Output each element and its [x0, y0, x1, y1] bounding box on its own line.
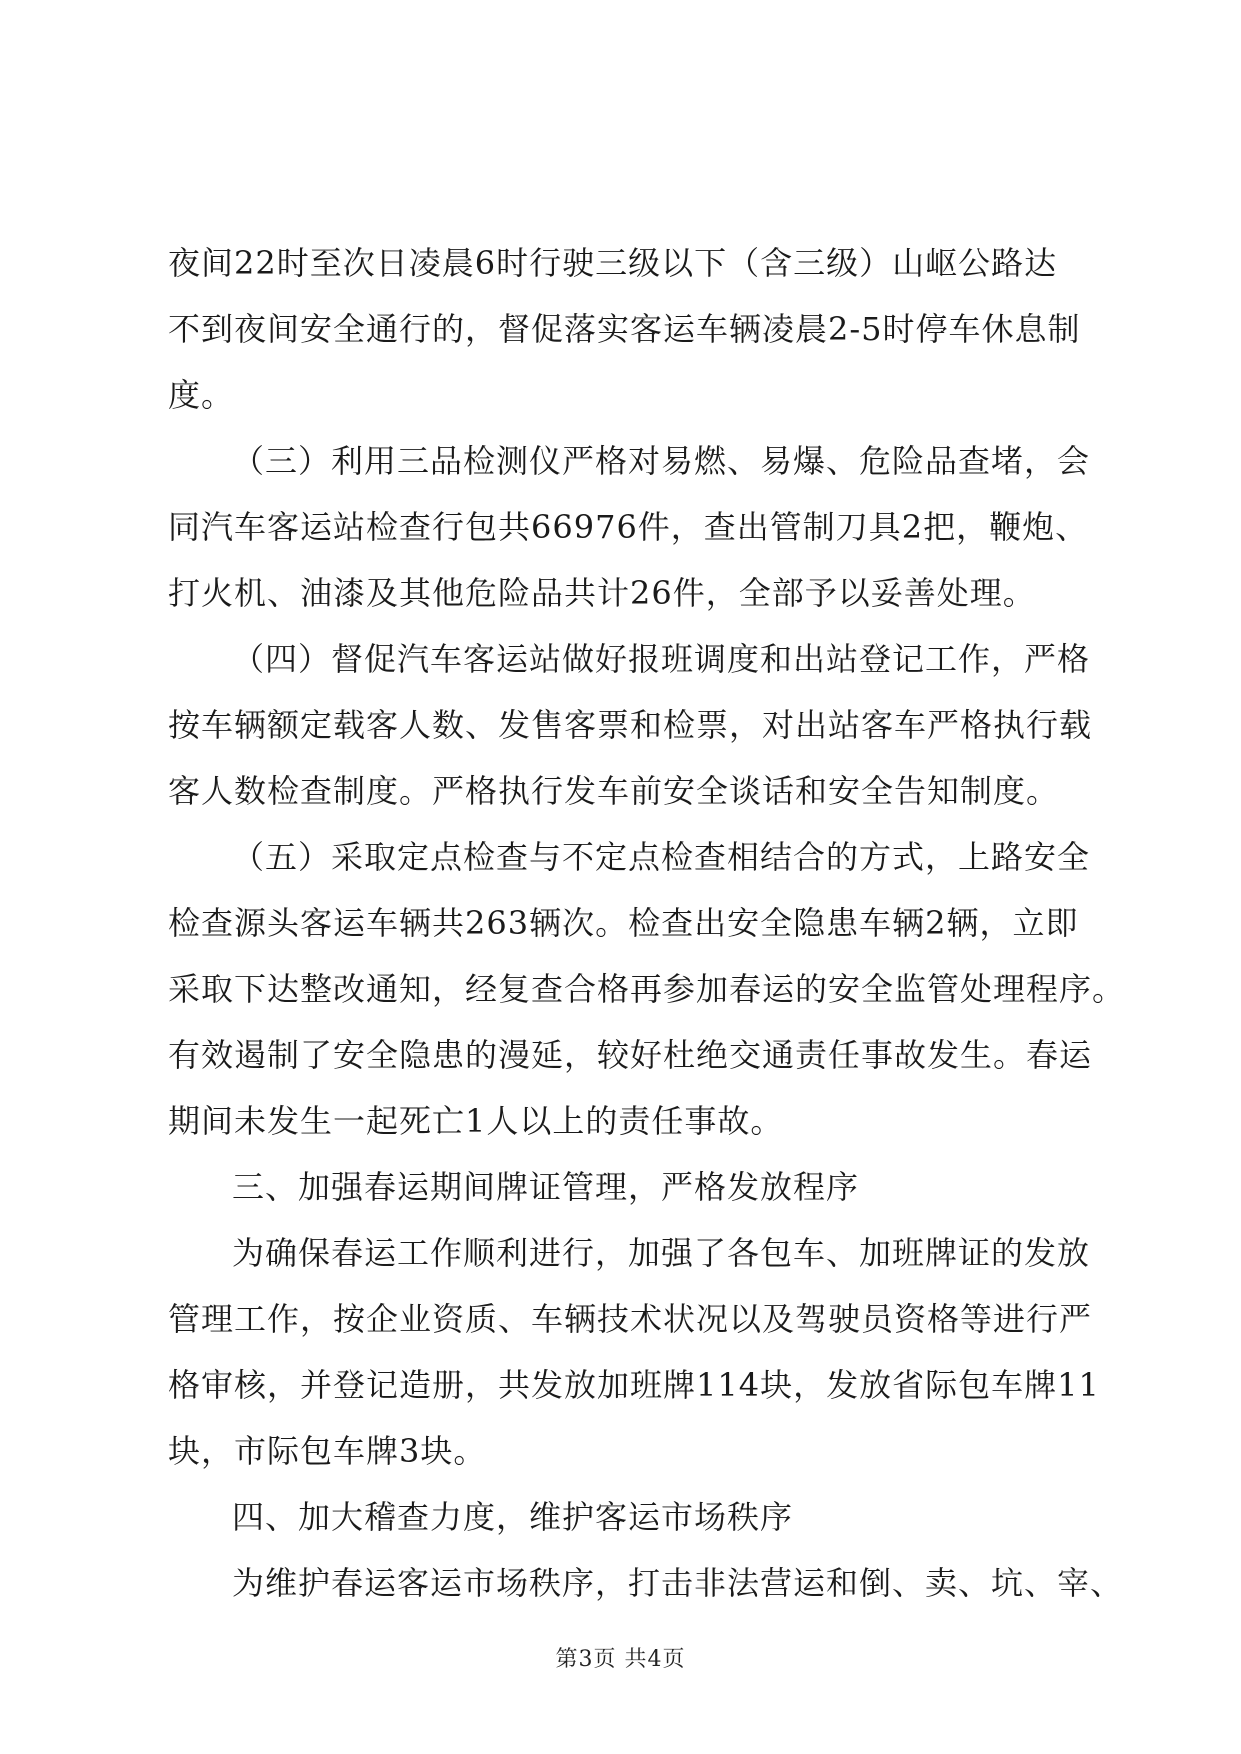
text-line: 按车辆额定载客人数、发售客票和检票，对出站客车严格执行载: [168, 706, 1093, 744]
text-line: （三）利用三品检测仪严格对易燃、易爆、危险品查堵，会: [232, 442, 1091, 480]
text-line: 检查源头客运车辆共263辆次。检查出安全隐患车辆2辆，立即: [168, 904, 1079, 942]
text-line: 同汽车客运站检查行包共66976件，查出管制刀具2把，鞭炮、: [168, 508, 1089, 546]
text-line: 度。: [168, 376, 235, 414]
text-line: 期间未发生一起死亡1人以上的责任事故。: [168, 1102, 784, 1140]
text-line: （五）采取定点检查与不定点检查相结合的方式，上路安全: [232, 838, 1091, 876]
page-footer: 第3页 共4页: [555, 1647, 686, 1672]
text-line: 采取下达整改通知，经复查合格再参加春运的安全监管处理程序。: [168, 970, 1126, 1008]
text-line: （四）督促汽车客运站做好报班调度和出站登记工作，严格: [232, 640, 1091, 678]
text-line: 块，市际包车牌3块。: [168, 1432, 487, 1470]
text-line: 夜间22时至次日凌晨6时行驶三级以下（含三级）山岖公路达: [168, 244, 1058, 282]
text-line: 为确保春运工作顺利进行，加强了各包车、加班牌证的发放: [232, 1234, 1091, 1272]
text-line: 有效遏制了安全隐患的漫延，较好杜绝交通责任事故发生。春运: [168, 1036, 1093, 1074]
text-line: 三、加强春运期间牌证管理，严格发放程序: [232, 1168, 860, 1206]
text-line: 为维护春运客运市场秩序，打击非法营运和倒、卖、坑、宰、: [232, 1564, 1124, 1602]
text-line: 四、加大稽查力度，维护客运市场秩序: [232, 1498, 794, 1536]
text-line: 不到夜间安全通行的，督促落实客运车辆凌晨2-5时停车休息制: [168, 310, 1081, 348]
text-line: 格审核，并登记造册，共发放加班牌114块，发放省际包车牌11: [168, 1366, 1100, 1404]
text-line: 客人数检查制度。严格执行发车前安全谈话和安全告知制度。: [168, 772, 1060, 810]
document-body: [168, 230, 1126, 1616]
text-line: 管理工作，按企业资质、车辆技术状况以及驾驶员资格等进行严: [168, 1300, 1093, 1338]
text-line: 打火机、油漆及其他危险品共计26件，全部予以妥善处理。: [168, 574, 1036, 612]
